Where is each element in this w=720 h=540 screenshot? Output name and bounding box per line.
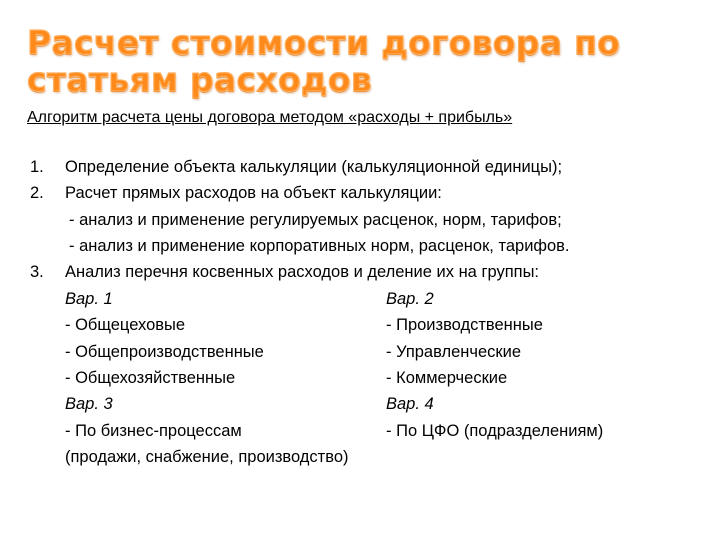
variant-label: Вар. 4: [386, 395, 434, 413]
variant-item: - Общепроизводственные: [65, 343, 264, 361]
item-text: Анализ перечня косвенных расходов и деление их на группы:: [65, 263, 540, 281]
variant-item: - По бизнес-процессам: [65, 422, 242, 440]
variant-item: - Производственные: [386, 316, 543, 334]
variant-item: - Общехозяйственные: [65, 369, 236, 387]
variant-label: Вар. 3: [65, 395, 113, 413]
variant-item: - Управленческие: [386, 343, 522, 361]
item-number: 3.: [30, 263, 44, 281]
variant-label: Вар. 1: [65, 290, 113, 308]
variant-item: (продажи, снабжение, производство): [65, 448, 349, 466]
variant-item: - Коммерческие: [386, 369, 508, 387]
variant-item: - По ЦФО (подразделениям): [386, 422, 604, 440]
item-number: 1.: [30, 158, 44, 176]
item-text: Определение объекта калькуляции (калькуляционной единицы);: [65, 158, 563, 176]
sub-item: - анализ и применение регулируемых расценок, норм, тарифов;: [69, 211, 562, 229]
item-text: Расчет прямых расходов на объект калькуляции:: [65, 184, 442, 202]
page-title: Расчет стоимости договора по статьям расходов: [27, 23, 621, 99]
sub-item: - анализ и применение корпоративных норм, расценок, тарифов.: [69, 237, 570, 255]
item-number: 2.: [30, 184, 44, 202]
variant-item: - Общецеховые: [65, 316, 186, 334]
subtitle: Алгоритм расчета цены договора методом «расходы + прибыль»: [27, 109, 513, 126]
variant-label: Вар. 2: [386, 290, 434, 308]
